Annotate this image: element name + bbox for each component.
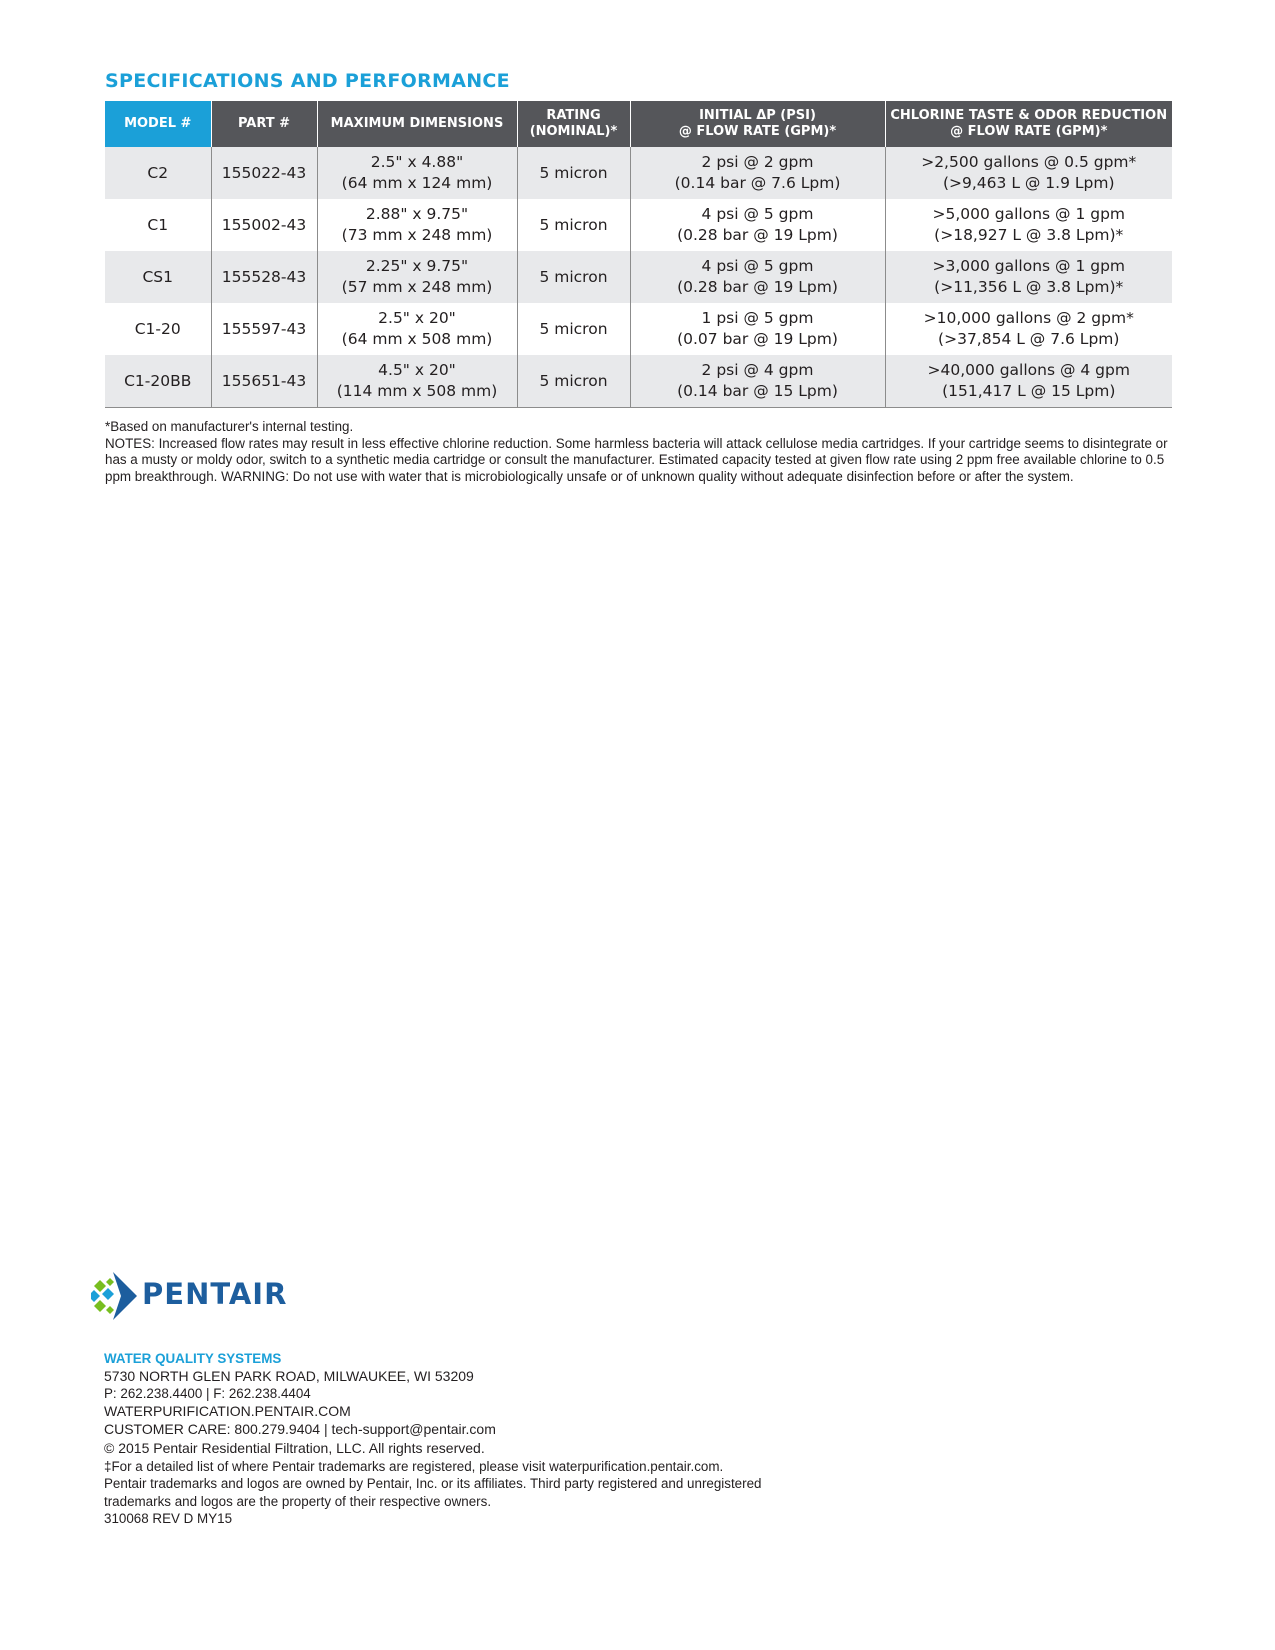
cell-part: 155651-43 (211, 355, 317, 408)
header-rating: RATING (NOMINAL)* (517, 101, 630, 147)
cell-dimensions: 2.88" x 9.75" (73 mm x 248 mm) (317, 199, 517, 251)
cell-chlorine-reduction: >10,000 gallons @ 2 gpm* (>37,854 L @ 7.6 Lpm) (885, 303, 1172, 355)
cell-rating: 5 micron (517, 355, 630, 408)
cell-model: C1-20BB (105, 355, 211, 408)
cell-part: 155002-43 (211, 199, 317, 251)
cell-dimensions: 2.5" x 4.88" (64 mm x 124 mm) (317, 147, 517, 199)
cell-pressure-drop: 4 psi @ 5 gpm (0.28 bar @ 19 Lpm) (630, 199, 885, 251)
cell-pressure-drop: 2 psi @ 4 gpm (0.14 bar @ 15 Lpm) (630, 355, 885, 408)
trademark-ownership: Pentair trademarks and logos are owned by Pentair, Inc. or its affiliates. Third party registered and unregistered (104, 1476, 762, 1492)
header-part: PART # (211, 101, 317, 147)
cell-rating: 5 micron (517, 251, 630, 303)
cell-pressure-drop: 2 psi @ 2 gpm (0.14 bar @ 7.6 Lpm) (630, 147, 885, 199)
cell-pressure-drop: 4 psi @ 5 gpm (0.28 bar @ 19 Lpm) (630, 251, 885, 303)
cell-model: CS1 (105, 251, 211, 303)
cell-dimensions: 4.5" x 20" (114 mm x 508 mm) (317, 355, 517, 408)
document-code: 310068 REV D MY15 (104, 1511, 233, 1527)
table-row (105, 303, 1172, 355)
cell-chlorine-reduction: >3,000 gallons @ 1 gpm (>11,356 L @ 3.8 Lpm)* (885, 251, 1172, 303)
specifications-table (105, 101, 1172, 408)
header-chlorine-reduction: CHLORINE TASTE & ODOR REDUCTION @ FLOW RATE (GPM)* (885, 101, 1172, 147)
phone-fax: P: 262.238.4400 | F: 262.238.4404 (104, 1386, 311, 1402)
website: WATERPURIFICATION.PENTAIR.COM (104, 1402, 351, 1419)
table-row (105, 199, 1172, 251)
cell-dimensions: 2.25" x 9.75" (57 mm x 248 mm) (317, 251, 517, 303)
pentair-logo (91, 1272, 291, 1320)
footnotes (105, 419, 1175, 485)
testing-footnote: *Based on manufacturer's internal testing. (105, 419, 354, 434)
cell-chlorine-reduction: >5,000 gallons @ 1 gpm (>18,927 L @ 3.8 Lpm)* (885, 199, 1172, 251)
cell-model: C1 (147, 215, 169, 234)
header-model: MODEL # (105, 101, 211, 147)
footer (104, 1350, 1004, 1528)
cell-part: 155528-43 (211, 251, 317, 303)
cell-dimensions: 2.5" x 20" (64 mm x 508 mm) (317, 303, 517, 355)
pentair-logo-text: PENTAIR (142, 1277, 288, 1311)
header-dimensions: MAXIMUM DIMENSIONS (317, 101, 517, 147)
address: 5730 NORTH GLEN PARK ROAD, MILWAUKEE, WI 53209 (104, 1367, 474, 1384)
division-name: WATER QUALITY SYSTEMS (104, 1351, 282, 1366)
copyright: © 2015 Pentair Residential Filtration, LLC. All rights reserved. (104, 1439, 485, 1456)
cell-rating: 5 micron (517, 199, 630, 251)
pentair-logo-icon (91, 1272, 139, 1320)
customer-care: CUSTOMER CARE: 800.279.9404 | tech-support@pentair.com (104, 1421, 496, 1438)
section-title: SPECIFICATIONS AND PERFORMANCE (105, 70, 510, 92)
cell-part: 155597-43 (211, 303, 317, 355)
cell-rating: 5 micron (517, 147, 630, 199)
cell-pressure-drop: 1 psi @ 5 gpm (0.07 bar @ 19 Lpm) (630, 303, 885, 355)
table-row (105, 355, 1172, 408)
table-row (105, 251, 1172, 303)
cell-model: C1-20 (134, 319, 181, 338)
trademark-third-party: trademarks and logos are the property of their respective owners. (104, 1493, 492, 1509)
cell-chlorine-reduction: >2,500 gallons @ 0.5 gpm* (>9,463 L @ 1.9 Lpm) (885, 147, 1172, 199)
table-header-row (105, 101, 1172, 147)
cell-rating: 5 micron (517, 303, 630, 355)
trademark-note: ‡For a detailed list of where Pentair trademarks are registered, please visit waterpurification.pentair.com. (104, 1458, 724, 1474)
header-pressure-drop: INITIAL ΔP (PSI) @ FLOW RATE (GPM)* (630, 101, 885, 147)
cell-model: C2 (105, 147, 211, 199)
cell-chlorine-reduction: >40,000 gallons @ 4 gpm (151,417 L @ 15 Lpm) (885, 355, 1172, 408)
notes-paragraph: NOTES: Increased flow rates may result in less effective chlorine reduction. Some harmless bacteria will attack cellulose media cartridges. If your cartridge seems to disintegrate or has a musty or moldy odor, switch to a synthetic media cartridge or consult the manufacturer. Estimated capacity tested at given flow rate using 2 ppm free available chlorine to 0.5 ppm breakthrough. WARNING: Do not use with water that is microbiologically unsafe or of unknown quality without adequate disinfection before or after the system. (105, 435, 1168, 484)
table-row (105, 147, 1172, 199)
cell-part: 155022-43 (211, 147, 317, 199)
